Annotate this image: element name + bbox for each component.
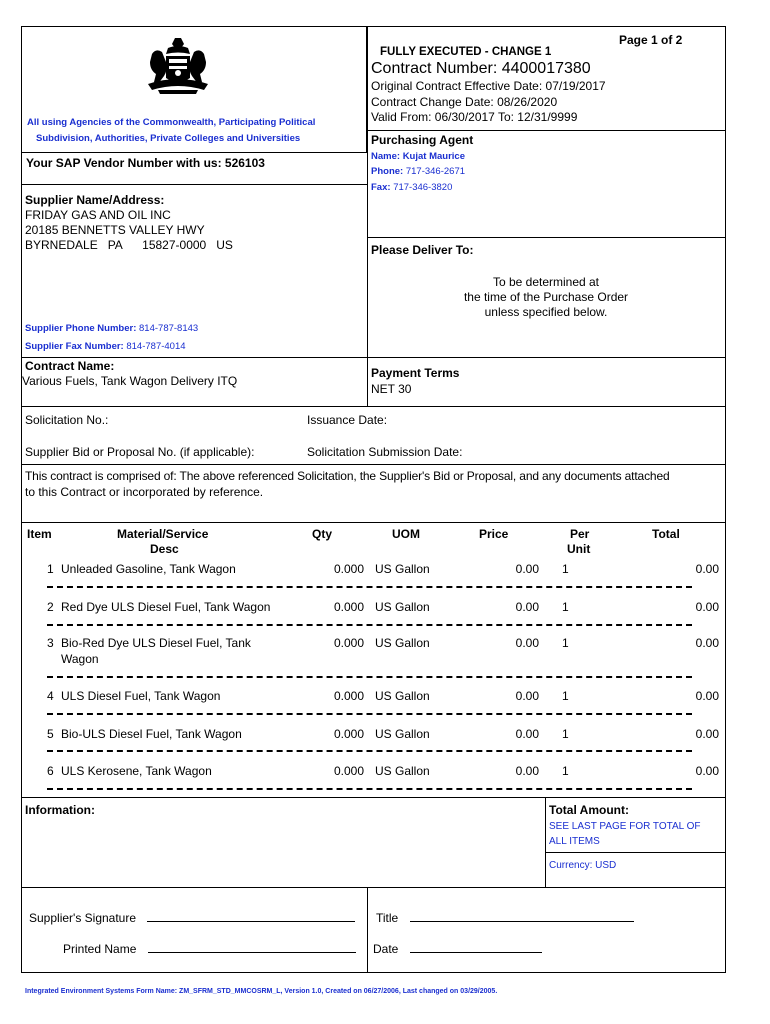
line-solicitation — [21, 406, 726, 407]
supplier-fax-label: Supplier Fax Number: — [25, 341, 124, 352]
valid-dates: Valid From: 06/30/2017 To: 12/31/9999 — [371, 110, 578, 124]
signature-box — [21, 887, 726, 973]
row-divider — [47, 713, 692, 715]
agent-phone-label: Phone: — [371, 166, 404, 177]
solicitation-no-label: Solicitation No.: — [25, 413, 109, 427]
agent-phone-value: 717-346-2671 — [405, 166, 466, 177]
state-seal-icon — [138, 36, 218, 98]
line-contract-name — [21, 357, 726, 358]
form-footer: Integrated Environment Systems Form Name: ZM_SFRM_STD_MMCOSRM_L, Version 1.0, Created on 06/27/2006, Last changed on 03/29/2005. — [25, 988, 498, 995]
col-per1: Per — [570, 527, 590, 541]
agent-fax-value: 717-346-3820 — [393, 182, 453, 193]
deliver-line1: To be determined at — [492, 275, 600, 289]
row-item: 6 — [47, 764, 54, 778]
agent-phone — [371, 166, 465, 177]
row-qty: 0.000 — [333, 600, 364, 614]
purchasing-agent-title: Purchasing Agent — [371, 133, 474, 147]
row-total: 0.00 — [695, 600, 719, 614]
row-price: 0.00 — [515, 562, 539, 576]
supplier-phone — [25, 323, 198, 334]
col-item: Item — [27, 527, 52, 541]
row-divider — [47, 624, 692, 626]
agencies-line1: All using Agencies of the Commonwealth, Participating Political — [27, 117, 316, 128]
comprised-line2: to this Contract or incorporated by reference. — [25, 485, 264, 499]
row-item: 5 — [47, 727, 54, 741]
payment-terms-label: Payment Terms — [371, 366, 460, 380]
row-uom: US Gallon — [375, 600, 430, 614]
supplier-signature-field[interactable] — [29, 911, 355, 925]
line-sap — [367, 130, 725, 131]
contract-change-date: Contract Change Date: 08/26/2020 — [371, 95, 558, 109]
date-line — [410, 942, 542, 953]
row-uom: US Gallon — [375, 727, 430, 741]
row-price: 0.00 — [515, 600, 539, 614]
row-item: 4 — [47, 689, 54, 703]
agent-fax-label: Fax: — [371, 182, 391, 193]
line-comprised — [21, 464, 726, 465]
row-total: 0.00 — [695, 562, 719, 576]
row-total: 0.00 — [695, 764, 719, 778]
table-row — [0, 636, 770, 676]
title-field[interactable] — [376, 911, 634, 925]
row-desc: ULS Kerosene, Tank Wagon — [61, 764, 212, 778]
contract-number: Contract Number: 4400017380 — [371, 60, 591, 77]
supplier-address2: BYRNEDALE PA 15827-0000 US — [25, 238, 233, 252]
row-per: 1 — [562, 764, 569, 778]
line-vendor — [21, 152, 367, 153]
row-desc: ULS Diesel Fuel, Tank Wagon — [61, 689, 221, 703]
agent-fax — [371, 182, 452, 193]
row-per: 1 — [562, 562, 569, 576]
frame-left — [21, 26, 22, 797]
row-desc: Bio-Red Dye ULS Diesel Fuel, Tank — [61, 636, 251, 650]
mid-divider — [367, 26, 368, 406]
row-per: 1 — [562, 600, 569, 614]
row-item: 1 — [47, 562, 54, 576]
row-desc: Red Dye ULS Diesel Fuel, Tank Wagon — [61, 600, 271, 614]
info-box — [21, 797, 546, 888]
row-item: 3 — [47, 636, 54, 650]
row-uom: US Gallon — [375, 562, 430, 576]
date-field[interactable] — [373, 942, 542, 956]
col-desc2: Desc — [150, 542, 179, 556]
row-price: 0.00 — [515, 727, 539, 741]
supplier-address1: 20185 BENNETTS VALLEY HWY — [25, 223, 205, 237]
row-price: 0.00 — [515, 689, 539, 703]
row-per: 1 — [562, 689, 569, 703]
supplier-fax-value: 814-787-4014 — [126, 341, 186, 352]
agencies-line2: Subdivision, Authorities, Private Colleges and Universities — [36, 133, 301, 144]
row-desc-cont: Wagon — [61, 652, 99, 666]
row-qty: 0.000 — [333, 727, 364, 741]
comprised-line1: This contract is comprised of: The above referenced Solicitation, the Supplier's Bid or Proposal, and any documents attached — [25, 469, 670, 483]
printed-name-line — [148, 942, 356, 953]
row-divider — [47, 788, 692, 790]
printed-name-label: Printed Name — [63, 942, 137, 956]
sap-vendor-number: Your SAP Vendor Number with us: 526103 — [26, 156, 265, 170]
supplier-fax — [25, 341, 186, 352]
deliver-line2: the time of the Purchase Order — [463, 290, 629, 304]
row-total: 0.00 — [695, 636, 719, 650]
row-uom: US Gallon — [375, 636, 430, 650]
row-divider — [47, 750, 692, 752]
row-qty: 0.000 — [333, 689, 364, 703]
row-per: 1 — [562, 727, 569, 741]
row-divider — [47, 676, 692, 678]
line-table-top — [21, 522, 726, 523]
row-item: 2 — [47, 600, 54, 614]
total-note2: ALL ITEMS — [549, 836, 600, 847]
signature-line — [147, 911, 355, 922]
col-desc1: Material/Service — [117, 527, 209, 541]
supplier-name: FRIDAY GAS AND OIL INC — [25, 208, 171, 222]
row-qty: 0.000 — [333, 764, 364, 778]
contract-status: FULLY EXECUTED - CHANGE 1 — [380, 46, 552, 58]
deliver-line3: unless specified below. — [484, 305, 608, 319]
row-divider — [47, 586, 692, 588]
line-agent-bottom — [367, 237, 725, 238]
contract-name: Various Fuels, Tank Wagon Delivery ITQ — [22, 374, 238, 388]
information-label: Information: — [25, 803, 95, 817]
agent-name-value: Kujat Maurice — [402, 151, 465, 162]
bid-proposal-label: Supplier Bid or Proposal No. (if applicable): — [25, 445, 255, 459]
row-desc: Bio-ULS Diesel Fuel, Tank Wagon — [61, 727, 242, 741]
supplier-phone-label: Supplier Phone Number: — [25, 323, 137, 334]
row-price: 0.00 — [515, 764, 539, 778]
line-currency — [545, 852, 726, 853]
payment-terms: NET 30 — [371, 382, 412, 396]
row-qty: 0.000 — [333, 636, 364, 650]
supplier-label: Supplier Name/Address: — [25, 193, 165, 207]
row-desc: Unleaded Gasoline, Tank Wagon — [61, 562, 236, 576]
frame-right — [725, 26, 726, 797]
row-price: 0.00 — [515, 636, 539, 650]
row-per: 1 — [562, 636, 569, 650]
row-qty: 0.000 — [333, 562, 364, 576]
deliver-to-title: Please Deliver To: — [371, 243, 474, 257]
title-label: Title — [376, 911, 399, 925]
sig-divider — [367, 887, 368, 973]
total-amount-label: Total Amount: — [549, 803, 629, 817]
supplier-phone-value: 814-787-8143 — [139, 323, 199, 334]
page-number: Page 1 of 2 — [619, 33, 683, 47]
supplier-signature-label: Supplier's Signature — [29, 911, 137, 925]
date-label: Date — [373, 942, 399, 956]
agent-name-label: Name: — [371, 151, 401, 162]
total-note1: SEE LAST PAGE FOR TOTAL OF — [549, 821, 701, 832]
currency: Currency: USD — [549, 860, 617, 871]
row-total: 0.00 — [695, 689, 719, 703]
col-uom: UOM — [392, 527, 420, 541]
row-uom: US Gallon — [375, 764, 430, 778]
title-line — [410, 911, 634, 922]
row-uom: US Gallon — [375, 689, 430, 703]
row-total: 0.00 — [695, 727, 719, 741]
table-row — [0, 727, 770, 757]
agent-name — [371, 151, 465, 162]
frame-top — [21, 26, 726, 27]
col-per2: Unit — [567, 542, 591, 556]
col-price: Price — [479, 527, 509, 541]
issuance-date-label: Issuance Date: — [307, 413, 388, 427]
submission-date-label: Solicitation Submission Date: — [307, 445, 463, 459]
col-qty: Qty — [312, 527, 333, 541]
orig-effective-date: Original Contract Effective Date: 07/19/2017 — [371, 79, 606, 93]
col-total: Total — [652, 527, 680, 541]
printed-name-field[interactable] — [63, 942, 356, 956]
line-supplier — [21, 184, 367, 185]
contract-name-label: Contract Name: — [25, 359, 115, 373]
